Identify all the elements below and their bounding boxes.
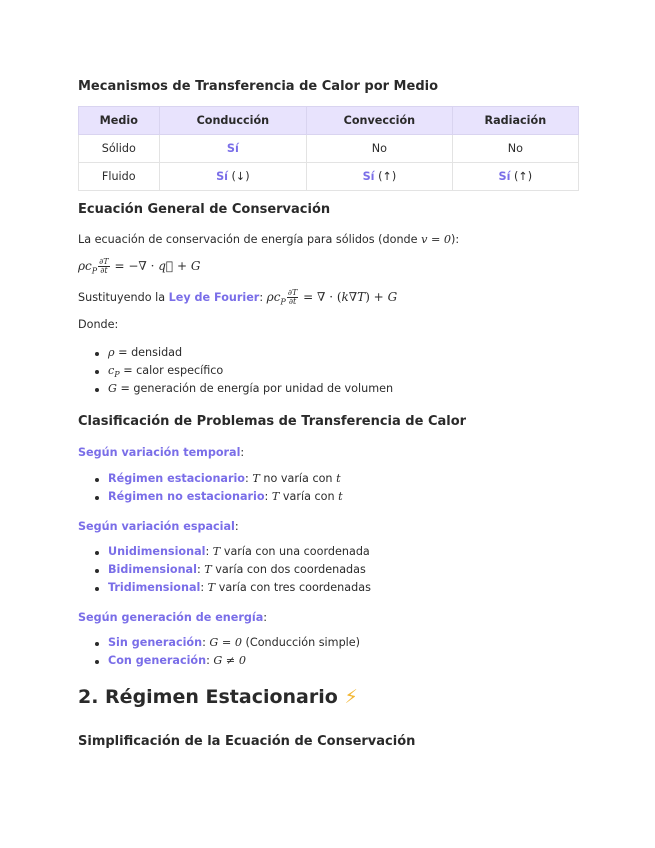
cell-conduccion: Sí (↓) [159, 163, 307, 191]
list-item: Con generación: G ≠ 0 [108, 652, 360, 670]
generacion-heading: Según generación de energía: [78, 611, 268, 624]
cell-medio: Sólido [79, 135, 160, 163]
header-conveccion: Convección [307, 107, 452, 135]
fourier-equation: $\rho c_P$ $\frac{\partial T}{\partial t}$ = ∇ · (k∇T) + G [266, 288, 398, 307]
table-row [79, 163, 579, 191]
header-conduccion: Conducción [159, 107, 307, 135]
temporal-list [78, 470, 343, 506]
conservation-equation: $\rho c_P$ $\frac{\partial T}{\partial t}$ = −∇ · q⃗ + G [78, 257, 201, 276]
cell-radiacion: No [452, 135, 578, 163]
list-item: Régimen no estacionario: T varía con t [108, 488, 343, 506]
lightning-icon: ⚡ [344, 686, 358, 708]
regimen-heading: 2. Régimen Estacionario ⚡ [78, 686, 358, 708]
table-header-row [79, 107, 579, 135]
sustituyendo-line: Sustituyendo la Ley de Fourier: $\rho c_P$ $\frac{\partial T}{\partial t}$ = ∇ · (k∇T) + G [78, 288, 398, 307]
section-title-clasificacion: Clasificación de Problemas de Transferencia de Calor [78, 414, 467, 429]
ecuacion-intro: La ecuación de conservación de energía para sólidos (donde v = 0): [78, 233, 460, 246]
table-row [79, 135, 579, 163]
list-item: Régimen estacionario: T no varía con t [108, 470, 343, 488]
cell-radiacion: Sí (↑) [452, 163, 578, 191]
cell-conveccion: No [307, 135, 452, 163]
section-title-mecanismos: Mecanismos de Transferencia de Calor por Medio [78, 79, 439, 94]
donde-label: Donde: [78, 318, 119, 331]
temporal-heading: Según variación temporal: [78, 446, 245, 459]
header-medio: Medio [79, 107, 160, 135]
espacial-list [78, 543, 371, 597]
ley-fourier-link[interactable]: Ley de Fourier [168, 291, 260, 304]
section-title-simplificacion: Simplificación de la Ecuación de Conservación [78, 734, 416, 749]
list-item: Sin generación: G = 0 (Conducción simple) [108, 634, 360, 652]
list-item: Tridimensional: T varía con tres coordenadas [108, 579, 371, 597]
mecanismos-table [78, 106, 579, 191]
cell-conduccion: Sí [159, 135, 307, 163]
header-radiacion: Radiación [452, 107, 578, 135]
section-title-ecuacion: Ecuación General de Conservación [78, 202, 331, 217]
list-item: $c_P$ = calor específico [108, 362, 393, 380]
list-item: Unidimensional: T varía con una coordenada [108, 543, 371, 561]
definitions-list [78, 344, 393, 398]
cell-medio: Fluido [79, 163, 160, 191]
list-item: Bidimensional: T varía con dos coordenadas [108, 561, 371, 579]
espacial-heading: Según variación espacial: [78, 520, 239, 533]
list-item: ρ = densidad [108, 344, 393, 362]
list-item: G = generación de energía por unidad de volumen [108, 380, 393, 398]
generacion-list [78, 634, 360, 670]
cell-conveccion: Sí (↑) [307, 163, 452, 191]
